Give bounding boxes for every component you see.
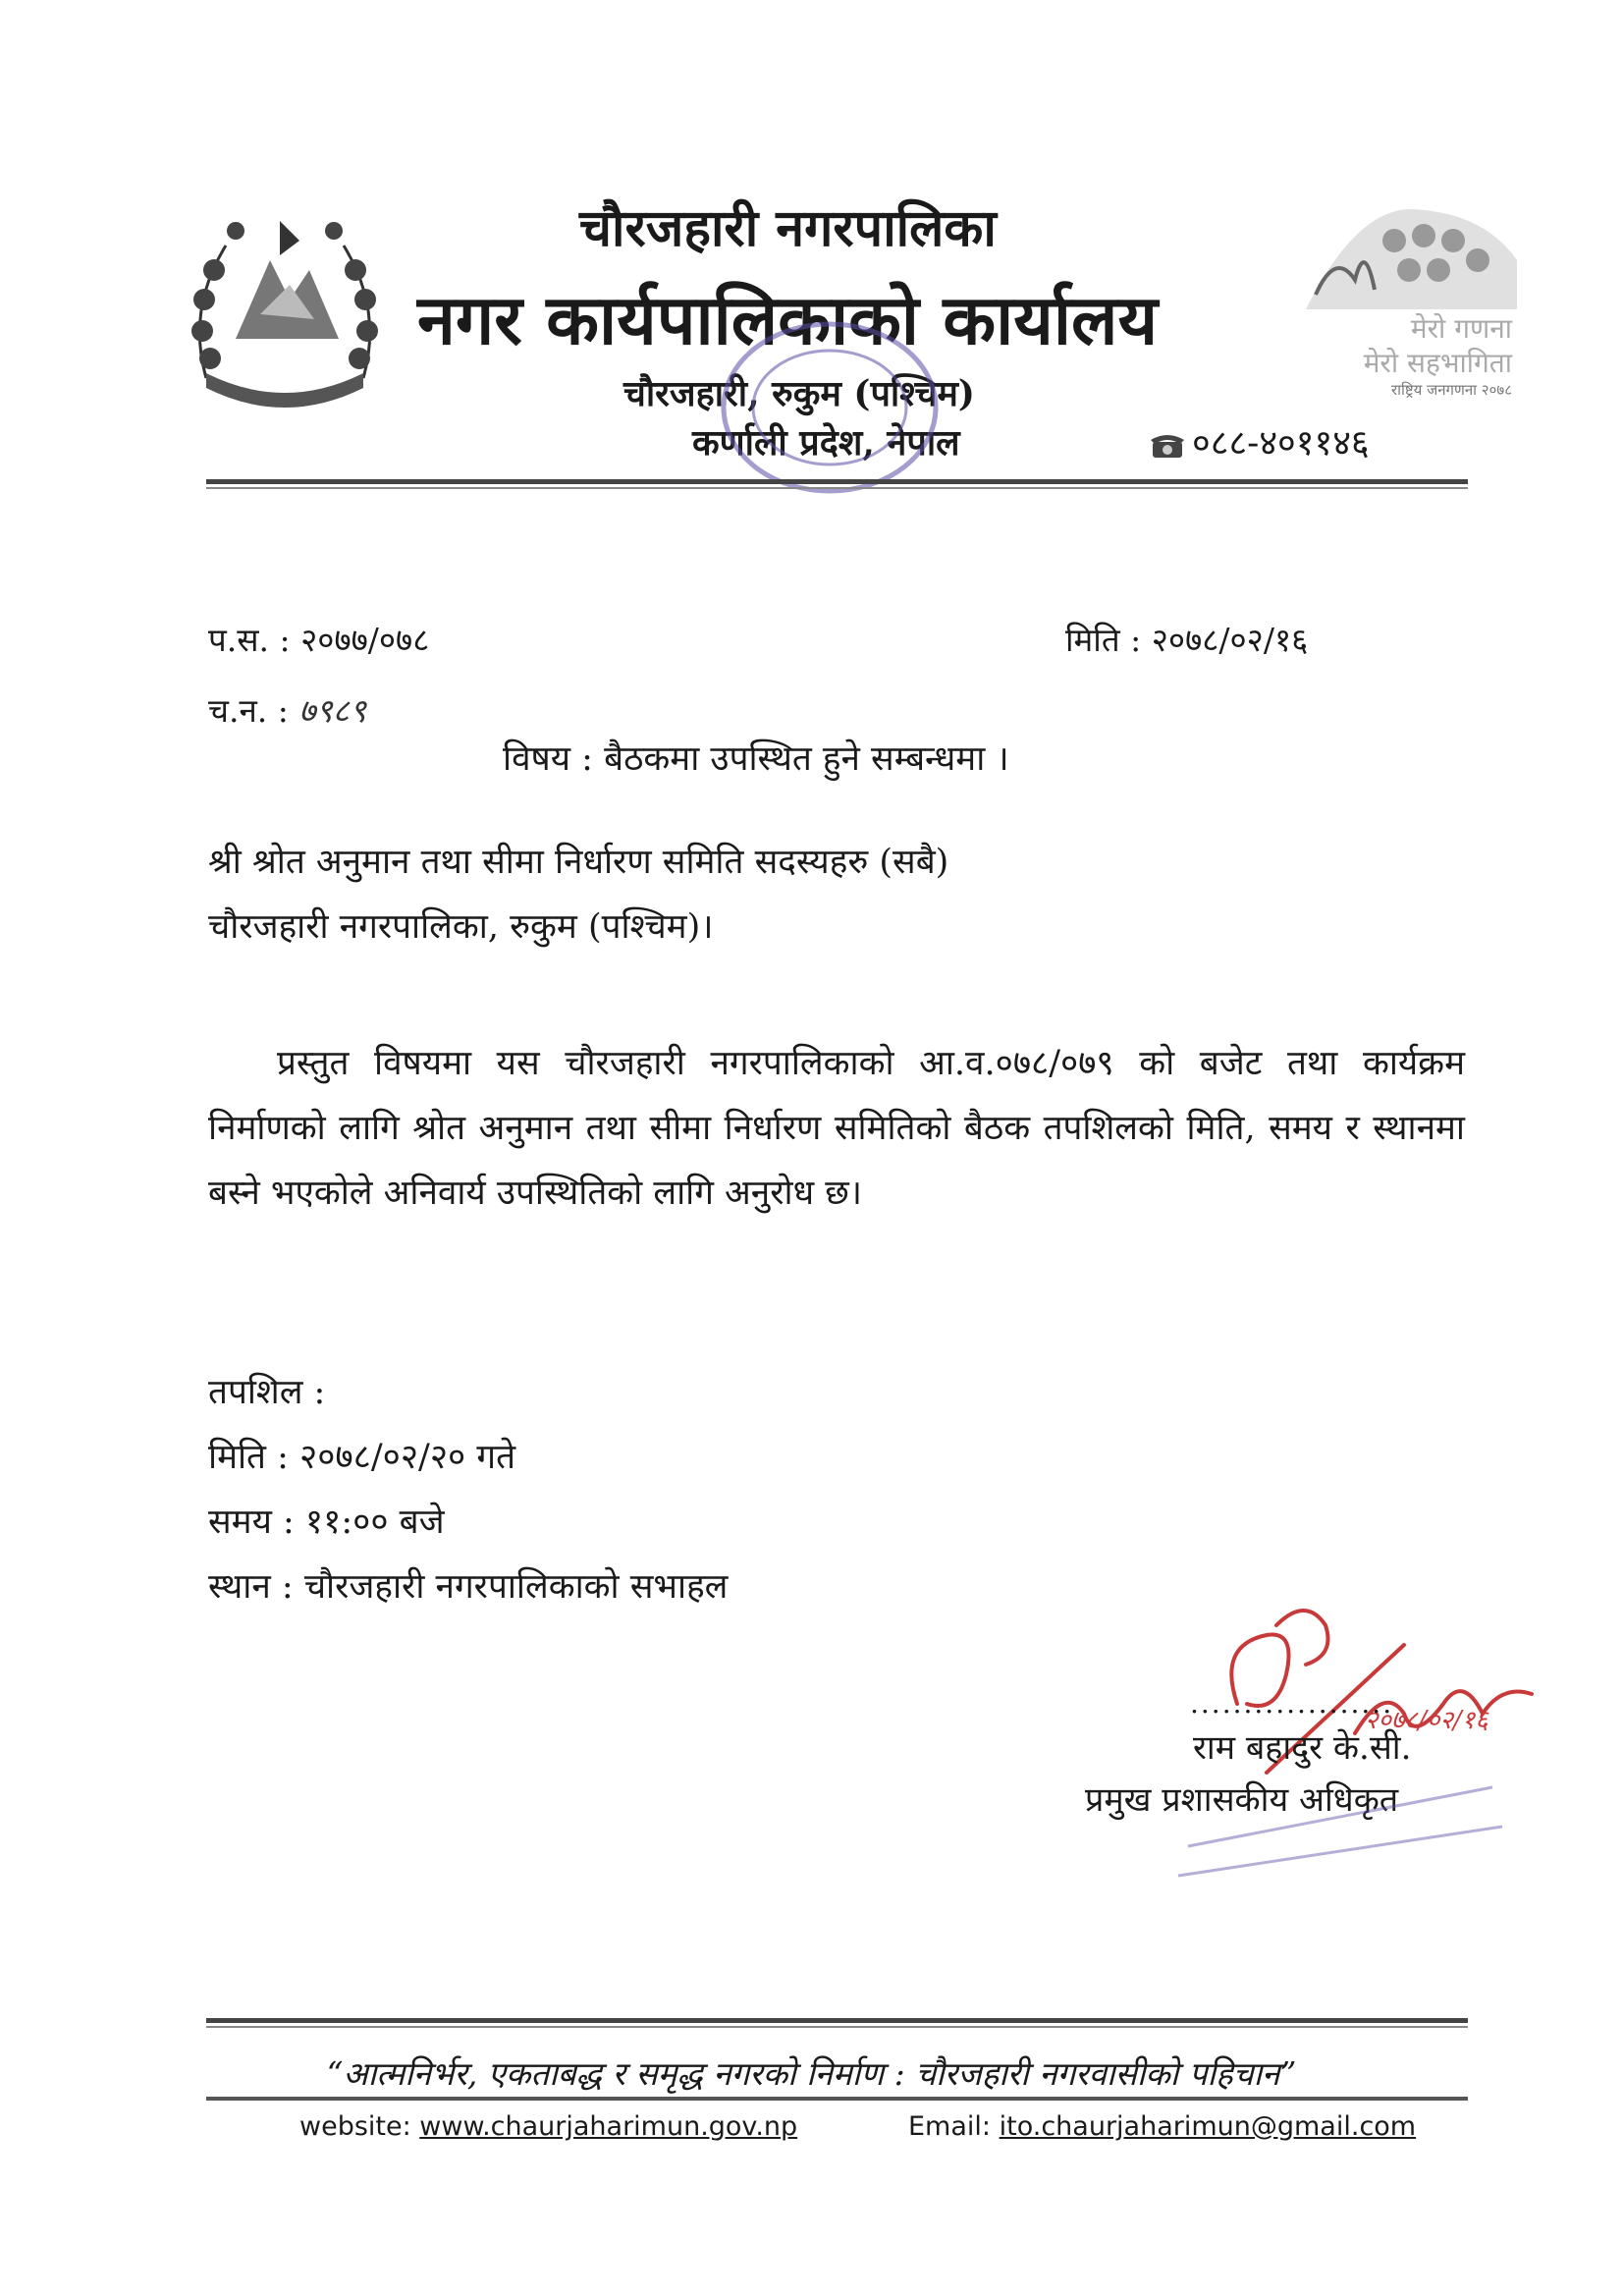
reference-label: प.स. :	[208, 621, 291, 659]
header-rule-thin	[206, 487, 1468, 489]
schedule-place: स्थान : चौरजहारी नगरपालिकाको सभाहल	[208, 1567, 729, 1607]
email-label: Email:	[908, 2111, 992, 2142]
footer-email	[908, 2111, 1416, 2142]
signatory-stamp-icon	[1168, 1768, 1512, 1886]
subject-line: विषय : बैठकमा उपस्थित हुने सम्बन्धमा ।	[503, 739, 1009, 779]
handwritten-date: २०७८/०२/१६	[1365, 1706, 1488, 1735]
reference-number	[208, 617, 429, 661]
phone-value: ०८८-४०११४६	[1192, 423, 1370, 464]
footer-motto: “आत्मनिर्भर, एकताबद्ध र समृद्ध नगरको निर्माण : चौरजहारी नगरवासीको पहिचान”	[326, 2054, 1297, 2093]
address-line-2: कर्णाली प्रदेश, नेपाल	[692, 422, 960, 464]
signatory-title: प्रमुख प्रशासकीय अधिकृत	[1085, 1780, 1399, 1820]
dispatch-label: च.न. :	[208, 691, 289, 730]
dispatch-number	[208, 687, 366, 732]
email-link[interactable]: ito.chaurjaharimun@gmail.com	[999, 2111, 1417, 2142]
date-value: २०७८/०२/१६	[1151, 621, 1309, 659]
office-stamp-icon	[717, 314, 943, 501]
census-slogan-2: मेरो सहभागिता	[1363, 347, 1512, 379]
phone-number	[1149, 417, 1370, 465]
schedule-date: मिति : २०७८/०२/२० गते	[208, 1438, 516, 1477]
municipality-name: चौरजहारी नगरपालिका	[579, 198, 997, 258]
census-people-icon	[1296, 201, 1522, 309]
letter-date	[1065, 617, 1308, 661]
recipient-line-2: चौरजहारी नगरपालिका, रुकुम (पश्चिम)।	[208, 907, 714, 947]
footer-rule-top-thin	[206, 2026, 1468, 2028]
footer-rule-top	[206, 2018, 1468, 2023]
census-logo	[1276, 201, 1522, 398]
signatory-name: राम बहादुर के.सी.	[1193, 1728, 1412, 1768]
footer-website	[299, 2111, 797, 2142]
address-line-1: चौरजहारी, रुकुम (पश्चिम)	[623, 373, 975, 414]
header-rule	[206, 479, 1468, 484]
reference-value: २०७७/०७८	[300, 621, 430, 659]
website-label: website:	[299, 2111, 411, 2142]
date-label: मिति :	[1065, 621, 1142, 659]
signature-line: ...................	[1190, 1687, 1394, 1720]
dispatch-value: ७९८९	[298, 691, 366, 730]
footer-rule-bottom	[206, 2097, 1468, 2101]
census-slogan-1: मेरो गणना	[1410, 312, 1512, 345]
census-slogan-3: राष्ट्रिय जनगणना २०७८	[1390, 381, 1512, 399]
office-title: नगर कार्यपालिकाको कार्यालय	[417, 279, 1159, 360]
body-paragraph: प्रस्तुत विषयमा यस चौरजहारी नगरपालिकाको आ.व.०७८/०७९ को बजेट तथा कार्यक्रम निर्माणको लागि श्रोत अनुमान तथा सीमा निर्धारण समितिको बैठक तपशिलको मिति, समय र स्थानमा बस्ने भएकोले अनिवार्य उपस्थितिको लागि अनुरोध छ।	[208, 1044, 1465, 1213]
website-link[interactable]: www.chaurjaharimun.gov.np	[419, 2111, 798, 2142]
schedule-heading: तपशिल :	[208, 1373, 326, 1412]
schedule-time: समय : ११:०० बजे	[208, 1503, 445, 1542]
telephone-icon	[1149, 432, 1186, 460]
nepal-emblem-icon	[167, 201, 403, 412]
recipient-line-1: श्री श्रोत अनुमान तथा सीमा निर्धारण समिति सदस्यहरु (सबै)	[208, 843, 949, 882]
